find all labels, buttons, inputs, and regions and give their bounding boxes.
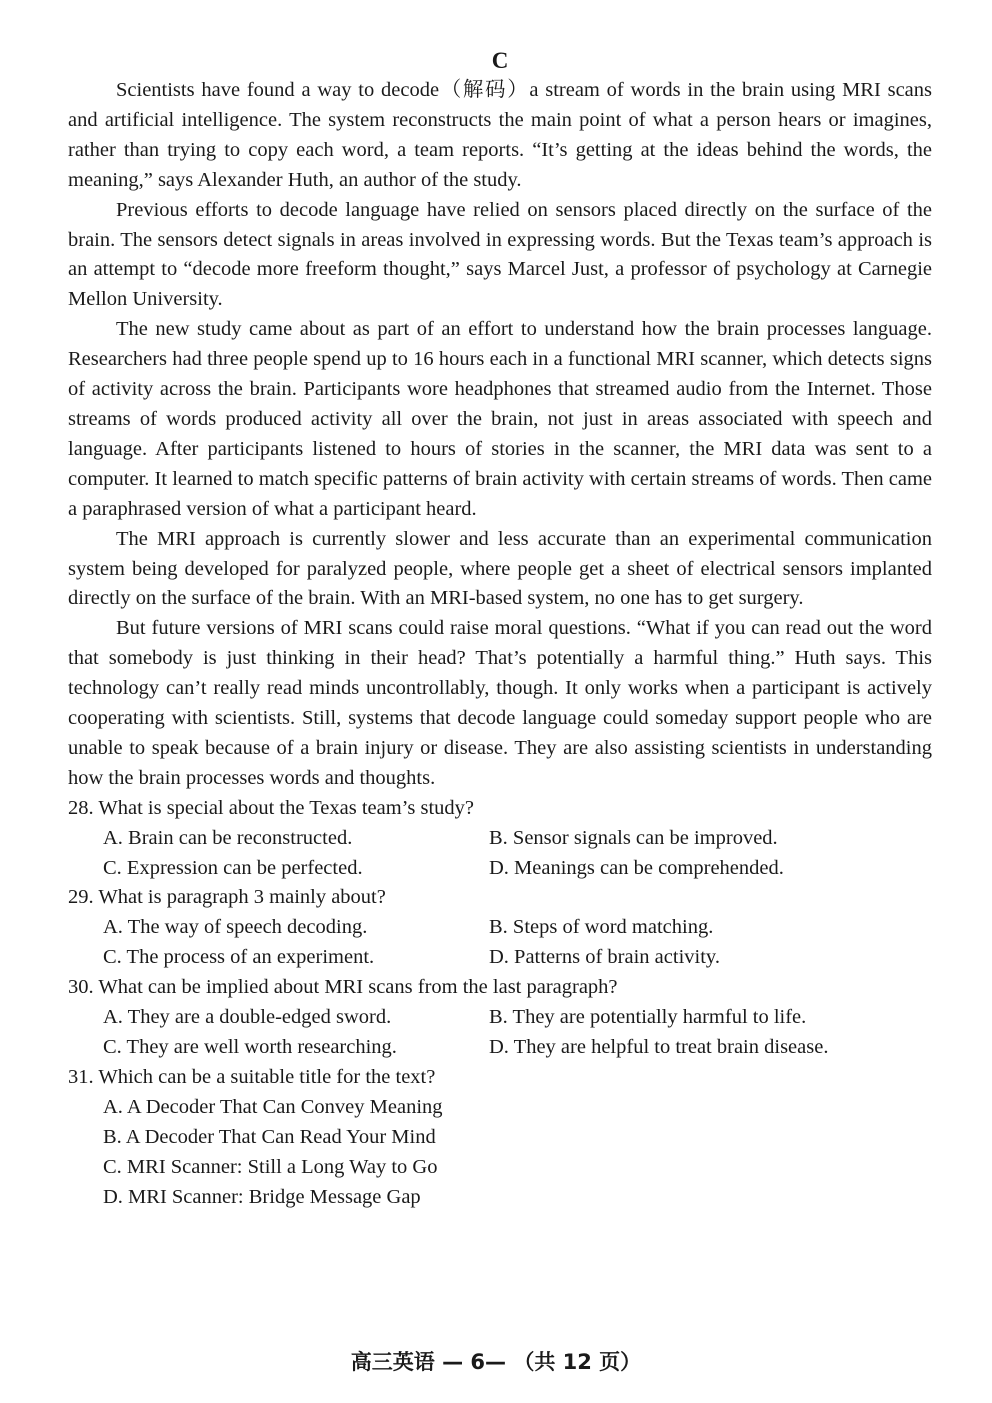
question-28 <box>68 794 932 884</box>
page-footer: 高三英语 — 6— （共 12 页） <box>350 1350 642 1374</box>
option-d: D. MRI Scanner: Bridge Message Gap <box>103 1185 421 1208</box>
question-31 <box>68 1063 932 1213</box>
option-d: D. Meanings can be comprehended. <box>489 856 784 879</box>
passage-paragraph-1: Scientists have found a way to decode（解码）a stream of words in the brain using MRI scans and artificial intelligence. The system reconstructs the main point of what a person hears or imagines, rather than trying to copy each word, a team reports. “It’s getting at the ideas behind the words, the meaning,” says Alexander Huth, an author of the study. <box>68 79 932 191</box>
option-c: C. Expression can be perfected. <box>103 856 363 879</box>
option-d: D. They are helpful to treat brain disease. <box>489 1036 829 1058</box>
option-a: A. The way of speech decoding. <box>103 916 368 939</box>
answer-options <box>68 1003 932 1063</box>
question-stem: 29. What is paragraph 3 mainly about? <box>68 886 386 909</box>
option-a: A. Brain can be reconstructed. <box>103 826 353 849</box>
passage-paragraph-4: The MRI approach is currently slower and less accurate than an experimental communication system being developed for paralyzed people, where people get a sheet of electrical sensors implanted directly on the surface of the brain. With an MRI-based system, no one has to get surgery. <box>68 527 932 610</box>
option-a: A. They are a double-edged sword. <box>103 1006 392 1029</box>
passage-paragraph-2: Previous efforts to decode language have relied on sensors placed directly on the surface of the brain. The sensors detect signals in areas involved in expressing words. But the Texas team’s approach is an attempt to “decode more freeform thought,” says Marcel Just, a professor of psychology at Carnegie Mellon University. <box>68 198 932 311</box>
option-c: C. The process of an experiment. <box>103 946 375 969</box>
option-d: D. Patterns of brain activity. <box>489 946 720 969</box>
option-b: B. Steps of word matching. <box>489 916 714 939</box>
reading-passage <box>68 76 932 794</box>
answer-options <box>68 1093 932 1213</box>
question-stem: 28. What is special about the Texas team’s study? <box>68 796 475 819</box>
option-b: B. Sensor signals can be improved. <box>489 826 778 849</box>
answer-options <box>68 913 932 973</box>
question-stem: 30. What can be implied about MRI scans from the last paragraph? <box>68 976 618 999</box>
answer-options <box>68 824 932 884</box>
option-c: C. MRI Scanner: Still a Long Way to Go <box>103 1155 438 1178</box>
question-stem: 31. Which can be a suitable title for the text? <box>68 1065 436 1088</box>
section-heading: C <box>491 48 509 73</box>
passage-paragraph-5: But future versions of MRI scans could raise moral questions. “What if you can read out the word that somebody is just thinking in their head? That’s potentially a harmful thing.” Huth says. This technology can’t really read minds uncontrollably, though. It only works when a participant is actively cooperating with scientists. Still, systems that decode language could someday support people who are unable to speak because of a brain injury or disease. They are also assisting scientists in understanding how the brain processes words and thoughts. <box>68 617 932 789</box>
passage-paragraph-3: The new study came about as part of an effort to understand how the brain processes language. Researchers had three people spend up to 16 hours each in a functional MRI scanner, which detects signs of activity across the brain. Participants wore headphones that streamed audio from the Internet. Those streams of words produced activity all over the brain, not just in areas associated with speech and language. After participants listened to hours of stories in the scanner, the MRI data was sent to a computer. It learned to match specific patterns of brain activity with certain streams of words. Then came a paraphrased version of what a participant heard. <box>68 318 932 520</box>
option-c: C. They are well worth researching. <box>103 1036 397 1058</box>
option-a: A. A Decoder That Can Convey Meaning <box>103 1095 443 1118</box>
option-b: B. They are potentially harmful to life. <box>489 1006 807 1029</box>
option-b: B. A Decoder That Can Read Your Mind <box>103 1125 436 1148</box>
question-29 <box>68 883 932 973</box>
question-30 <box>68 973 932 1063</box>
